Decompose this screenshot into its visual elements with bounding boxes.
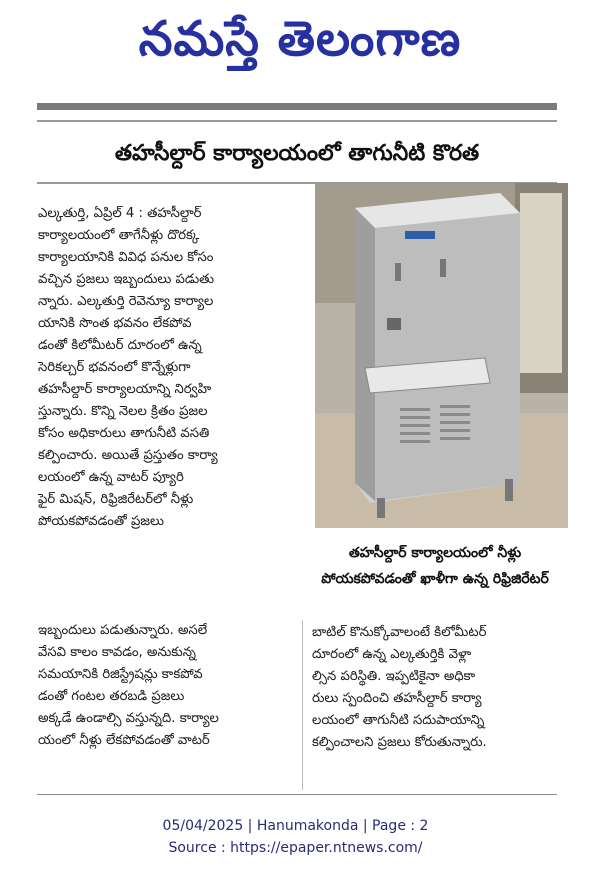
- photo-caption: [290, 540, 580, 592]
- text-line: వచ్చిన ప్రజలు ఇబ్బందులు పడుతు: [38, 272, 215, 287]
- caption-line: పోయకపోవడంతో ఖాళీగా ఉన్న రిఫ్రిజిరేటర్: [321, 571, 549, 587]
- newspaper-masthead: నమస్తే తెలంగాణ: [138, 11, 462, 67]
- text-line: డంతో గంటల తరబడి ప్రజలు: [38, 689, 185, 704]
- text-line: వేసవి కాలం కావడం, అనుకున్న: [38, 645, 196, 660]
- caption-line: తహసీల్దార్ కార్యాలయంలో నీళ్లు: [348, 545, 522, 561]
- text-line: ఇబ్బందులు పడుతున్నారు. అసలే: [38, 623, 208, 638]
- text-line: యానికి సొంత భవనం లేకపోవ: [38, 316, 192, 331]
- text-line: ఎల్కతుర్తి, ఏప్రిల్ 4 : తహసీల్దార్: [38, 206, 202, 221]
- masthead-rule-thin: [37, 120, 557, 122]
- text-line: స్తున్నారు. కొన్ని నెలల క్రితం ప్రజల: [38, 404, 208, 419]
- column-divider: [302, 620, 303, 790]
- text-line: కార్యాలయంలో తాగేనీళ్లు దొరక్క: [38, 228, 200, 243]
- text-line: అక్కడే ఉండాల్సి వస్తున్నది. కార్యాల: [38, 711, 219, 726]
- article-headline: తహసీల్దార్ కార్యాలయంలో తాగునీటి కొరత: [114, 141, 480, 166]
- text-line: బాటిల్ కొనుక్కోవాలంటే కిలోమీటర్: [312, 625, 487, 640]
- text-line: ఫైర్ మిషన్, రిఫ్రిజిరేటర్‌లో నీళ్లు: [38, 492, 194, 507]
- text-line: న్నారు. ఎల్కతుర్తి రెవెన్యూ కార్యాల: [38, 294, 214, 309]
- text-line: డంతో కిలోమీటర్ దూరంలో ఉన్న: [38, 338, 202, 353]
- article-column-left-top: [38, 203, 308, 533]
- text-line: తహసీల్దార్ కార్యాలయాన్ని నిర్వహి: [38, 382, 212, 397]
- text-line: కోసం అధికారులు తాగునీటి వసతి: [38, 426, 210, 441]
- text-line: ల్సిన పరిస్థితి. ఇప్పటికైనా అధికా: [312, 669, 476, 684]
- article-photo-refrigerator: [315, 183, 568, 528]
- masthead-rule-thick: [37, 103, 557, 110]
- text-line: పోయకపోవడంతో ప్రజలు: [38, 514, 164, 529]
- text-line: రులు స్పందించి తహసీల్దార్ కార్యా: [312, 691, 482, 706]
- text-line: కల్పించారు. అయితే ప్రస్తుతం కార్యా: [38, 448, 218, 463]
- text-line: లయంలో తాగునీటి సదుపాయాన్ని: [312, 713, 485, 728]
- text-line: లయంలో ఉన్న వాటర్ ప్యూరి: [38, 470, 184, 485]
- refrigerator-photo-illustration: [315, 183, 568, 528]
- text-line: యంలో నీళ్లు లేకపోవడంతో వాటర్: [38, 733, 210, 748]
- text-line: కల్పించాలని ప్రజలు కోరుతున్నారు.: [312, 735, 487, 750]
- footer-date-page: 05/04/2025 | Hanumakonda | Page : 2: [162, 818, 429, 834]
- article-column-right: [312, 622, 566, 754]
- text-line: సెరికల్చర్ భవనంలో కొన్నేళ్లుగా: [38, 360, 191, 375]
- text-line: కార్యాలయానికి వివిధ పనుల కోసం: [38, 250, 214, 265]
- footer-source-link[interactable]: Source : https://epaper.ntnews.com/: [168, 840, 423, 856]
- text-line: దూరంలో ఉన్న ఎల్కతుర్తికి వెళ్లా: [312, 647, 472, 662]
- article-bottom-rule: [37, 794, 557, 795]
- article-column-left-bottom: [38, 620, 308, 752]
- text-line: సమయానికి రిజిస్ట్రేషన్లు కాకపోవ: [38, 667, 203, 682]
